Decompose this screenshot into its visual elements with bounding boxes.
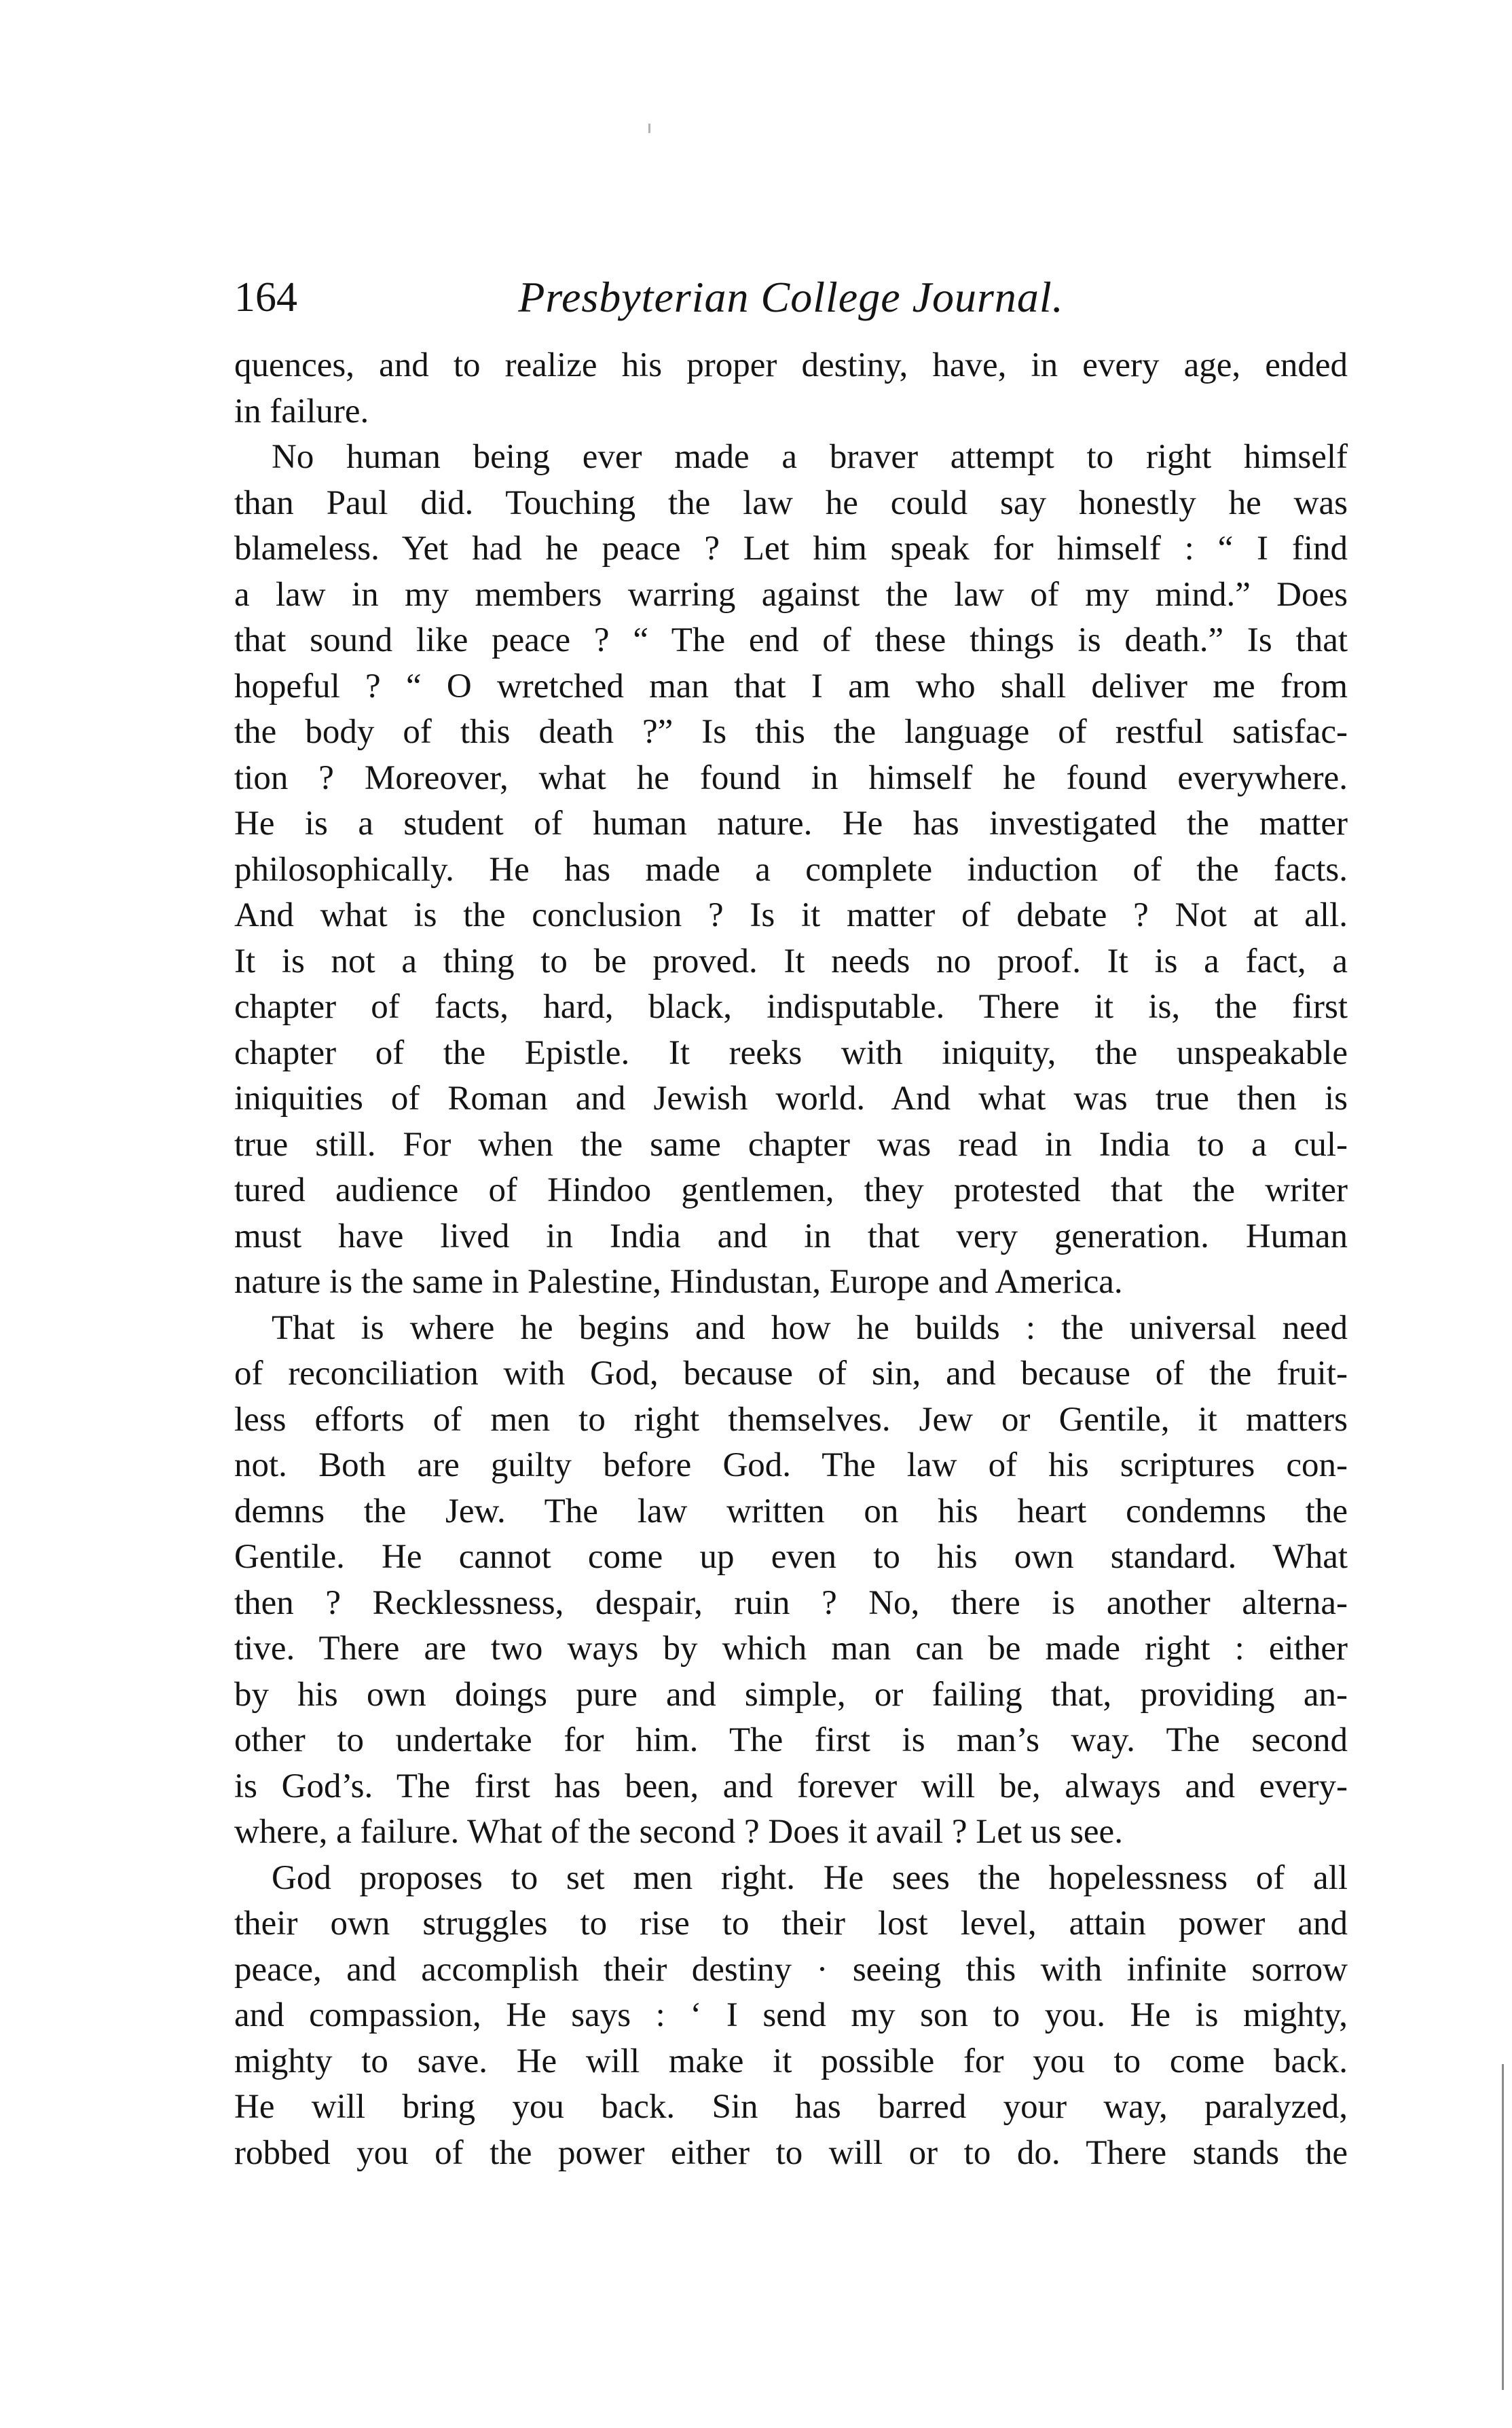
margin-scan-mark xyxy=(1502,2064,1504,2390)
text-line: No human being ever made a braver attempt to right himself xyxy=(272,438,1348,476)
print-speck xyxy=(648,124,650,133)
text-line: other to undertake for him. The first is man’s way. The second xyxy=(234,1721,1348,1759)
text-line: tion ? Moreover, what he found in himself he found everywhere. xyxy=(234,758,1348,797)
text-line: nature is the same in Palestine, Hindustan, Europe and America. xyxy=(234,1263,1123,1301)
text-line: demns the Jew. The law written on his heart condemns the xyxy=(234,1492,1348,1530)
text-line: chapter of facts, hard, black, indisputable. There it is, the first xyxy=(234,988,1348,1026)
text-line: mighty to save. He will make it possible for you to come back. xyxy=(234,2042,1348,2080)
text-line: robbed you of the power either to will or to do. There stands the xyxy=(234,2133,1348,2172)
text-line: of reconciliation with God, because of sin, and because of the fruit- xyxy=(234,1355,1348,1393)
text-line: than Paul did. Touching the law he could say honestly he was xyxy=(234,483,1348,522)
text-line: He will bring you back. Sin has barred your way, paralyzed, xyxy=(234,2088,1348,2126)
text-line: iniquities of Roman and Jewish world. And what was true then is xyxy=(234,1080,1348,1118)
text-line: where, a failure. What of the second ? Does it avail ? Let us see. xyxy=(234,1813,1123,1851)
text-line: chapter of the Epistle. It reeks with iniquity, the unspeakable xyxy=(234,1033,1348,1072)
page-header xyxy=(234,257,1348,338)
text-line: tured audience of Hindoo gentlemen, they protested that the writer xyxy=(234,1171,1348,1209)
running-title: Presbyterian College Journal. xyxy=(518,273,1064,321)
text-line: that sound like peace ? “ The end of these things is death.” Is that xyxy=(234,621,1348,659)
text-line: true still. For when the same chapter was read in India to a cul- xyxy=(234,1125,1348,1164)
text-line: less efforts of men to right themselves. Jew or Gentile, it matters xyxy=(234,1400,1348,1439)
text-line: not. Both are guilty before God. The law of his scriptures con- xyxy=(234,1446,1348,1484)
text-line: a law in my members warring against the law of my mind.” Does xyxy=(234,575,1348,614)
text-line: is God’s. The first has been, and forever will be, always and every- xyxy=(234,1767,1348,1805)
text-line: must have lived in India and in that very generation. Human xyxy=(234,1217,1348,1255)
text-line: peace, and accomplish their destiny · seeing this with infinite sorrow xyxy=(234,1950,1348,1989)
text-line: That is where he begins and how he builds : the universal need xyxy=(272,1308,1348,1347)
text-line: And what is the conclusion ? Is it matter of debate ? Not at all. xyxy=(234,896,1348,934)
page-number: 164 xyxy=(234,274,297,320)
text-line: and compassion, He says : ‘ I send my son to you. He is mighty, xyxy=(234,1996,1348,2034)
text-line: then ? Recklessness, despair, ruin ? No, there is another alterna- xyxy=(234,1583,1348,1622)
text-line: philosophically. He has made a complete induction of the facts. xyxy=(234,850,1348,889)
body-text xyxy=(234,343,1348,2176)
text-line: He is a student of human nature. He has investigated the matter xyxy=(234,805,1348,843)
text-line: It is not a thing to be proved. It needs no proof. It is a fact, a xyxy=(234,942,1348,980)
text-line: blameless. Yet had he peace ? Let him speak for himself : “ I find xyxy=(234,530,1348,568)
text-line: hopeful ? “ O wretched man that I am who shall deliver me from xyxy=(234,667,1348,705)
text-line: by his own doings pure and simple, or failing that, providing an- xyxy=(234,1675,1348,1714)
text-line: in failure. xyxy=(234,392,369,430)
text-line: quences, and to realize his proper destiny, have, in every age, ended xyxy=(234,346,1348,384)
text-line: the body of this death ?” Is this the language of restful satisfac- xyxy=(234,713,1348,751)
text-line: their own struggles to rise to their lost level, attain power and xyxy=(234,1905,1348,1943)
text-line: tive. There are two ways by which man can be made right : either xyxy=(234,1630,1348,1668)
text-line: God proposes to set men right. He sees the hopelessness of all xyxy=(272,1858,1348,1897)
text-line: Gentile. He cannot come up even to his own standard. What xyxy=(234,1538,1348,1576)
